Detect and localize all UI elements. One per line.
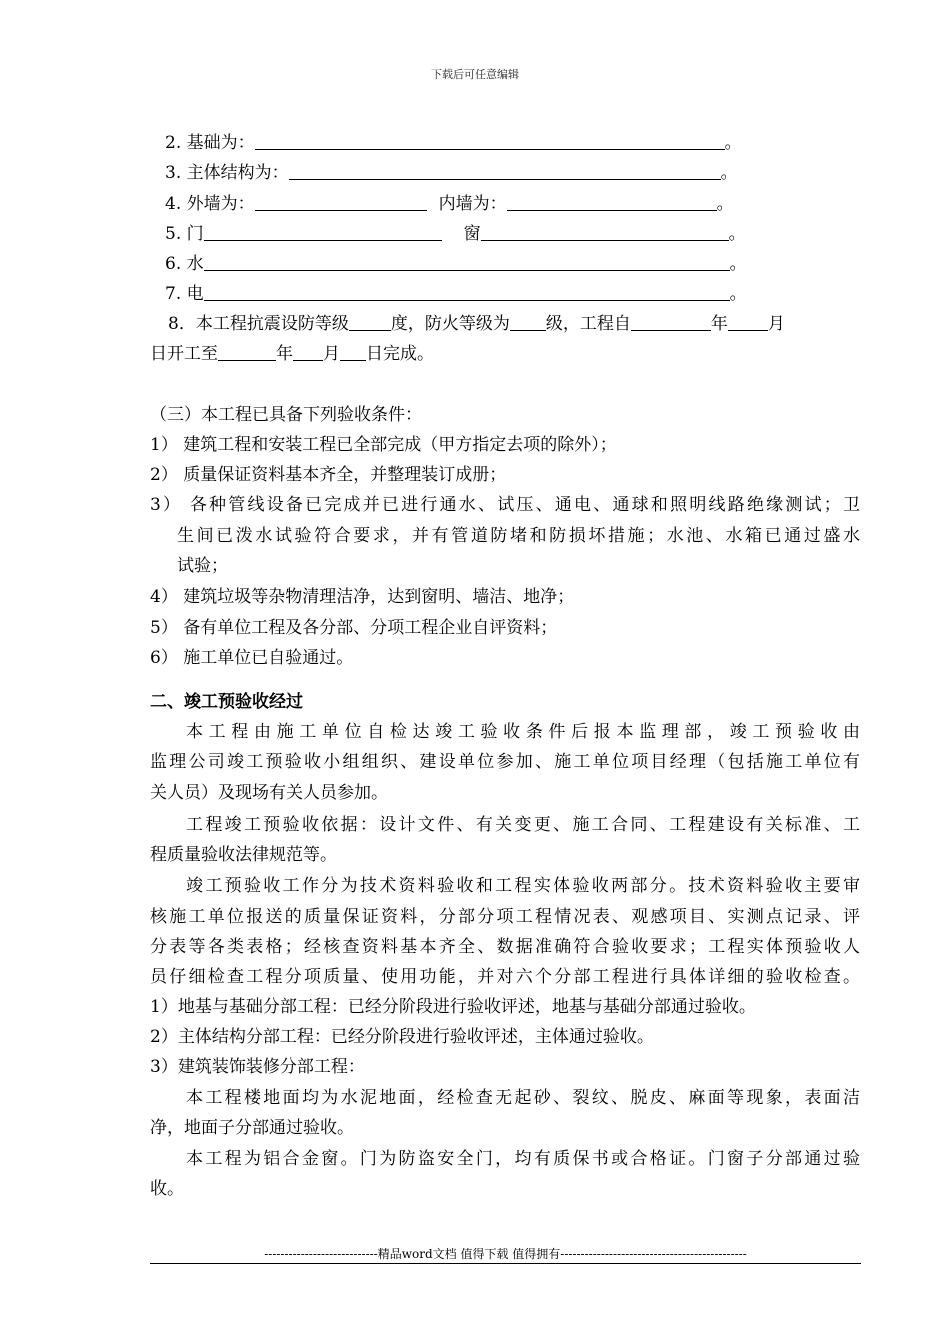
inner-wall-blank <box>507 194 717 211</box>
para3-line3: 分表等各类表格；经核查资料基本齐全、数据准确符合验收要求；工程实体预验收人 <box>150 937 860 957</box>
foundation-blank <box>255 133 725 150</box>
item-water <box>165 253 747 275</box>
outer-wall-blank <box>255 194 427 211</box>
main-structure-blank <box>289 163 721 180</box>
month-label: 月 <box>323 344 340 364</box>
end-label: 日开工至 <box>150 344 218 364</box>
end-day-blank <box>340 344 366 361</box>
condition-3-line1: 3） 各种管线设备已完成并已进行通水、试压、通电、通球和照明线路绝缘测试；卫 <box>150 495 860 515</box>
para1-line3: 关人员）及现场有关人员参加。 <box>150 783 388 803</box>
end-mark: 。 <box>728 224 746 244</box>
para2-line1: 工程竣工预验收依据：设计文件、有关变更、施工合同、工程建设有关标准、工 <box>186 815 860 835</box>
fire-blank <box>510 314 546 331</box>
sub-item-2: 2）主体结构分部工程：已经分阶段进行验收评述，主体通过验收。 <box>150 1027 654 1047</box>
para3-line2: 核施工单位报送的质量保证资料，分部分项工程情况表、观感项目、实测点记录、评 <box>150 907 860 927</box>
window-label: 窗 <box>463 224 481 244</box>
condition-5: 5） 备有单位工程及各分部、分项工程企业自评资料； <box>150 618 558 638</box>
end-mark: 。 <box>729 254 747 274</box>
page-footer: ----------------------------精品word文档 值得下载 值得拥有---------------------------------------------- <box>264 1247 747 1261</box>
door-blank <box>204 224 442 241</box>
condition-3-line2: 生间已泼水试验符合要求，并有管道防堵和防损坏措施；水池、水箱已通过盛水 <box>177 526 860 546</box>
condition-1: 1） 建筑工程和安装工程已全部完成（甲方指定去项的除外）； <box>150 435 617 455</box>
end-mark: 。 <box>729 284 747 304</box>
para3-line1: 竣工预验收工作分为技术资料验收和工程实体验收两部分。技术资料验收主要审 <box>186 876 860 896</box>
window-blank <box>481 224 729 241</box>
seismic-blank <box>349 314 391 331</box>
foundation-label: 2. 基础为： <box>165 133 255 153</box>
complete-label: 日完成。 <box>366 344 434 364</box>
conditions-title: （三）本工程已具备下列验收条件： <box>150 405 422 425</box>
para4-line2: 净，地面子分部通过验收。 <box>150 1118 354 1138</box>
item-main-structure <box>165 162 738 184</box>
door-label: 5. 门 <box>165 224 204 244</box>
start-label: 级，工程自 <box>545 314 631 334</box>
main-structure-label: 3. 主体结构为： <box>165 163 289 183</box>
end-mark: 。 <box>724 133 742 153</box>
footer-rule <box>150 1263 861 1264</box>
start-year-blank <box>631 314 711 331</box>
item-walls <box>165 193 734 215</box>
outer-wall-label: 4. 外墙为： <box>165 194 255 214</box>
para1-line1: 本工程由施工单位自检达竣工验收条件后报本监理部，竣工预验收由 <box>186 722 860 742</box>
electric-blank <box>204 284 730 301</box>
page-header: 下载后可任意编辑 <box>431 68 519 81</box>
para2-line2: 程质量验收法律规范等。 <box>150 845 337 865</box>
item-door-window <box>165 223 746 245</box>
para5-line1: 本工程为铝合金窗。门为防盗安全门，均有质保书或合格证。门窗子分部通过验 <box>186 1149 860 1169</box>
water-label: 6. 水 <box>165 254 204 274</box>
electric-label: 7. 电 <box>165 284 204 304</box>
condition-2: 2） 质量保证资料基本齐全，并整理装订成册； <box>150 465 507 485</box>
end-mark: 。 <box>716 194 734 214</box>
para1-line2: 监理公司竣工预验收小组组织、建设单位参加、施工单位项目经理（包括施工单位有 <box>150 752 860 772</box>
item-foundation <box>165 132 742 154</box>
seismic-label: 8．本工程抗震设防等级 <box>168 314 349 334</box>
para3-line4: 员仔细检查工程分项质量、使用功能，并对六个分部工程进行具体详细的验收检查。 <box>150 967 860 987</box>
water-blank <box>204 254 730 271</box>
end-year-blank <box>218 344 276 361</box>
item-electric <box>165 283 747 305</box>
section-heading: 二、竣工预验收经过 <box>150 692 303 712</box>
condition-4: 4） 建筑垃圾等杂物清理洁净，达到窗明、墙洁、地净； <box>150 587 575 607</box>
condition-3-line3: 试验； <box>177 556 228 576</box>
year-label: 年 <box>276 344 293 364</box>
para4-line1: 本工程楼地面均为水泥地面，经检查无起砂、裂纹、脱皮、麻面等现象，表面洁 <box>186 1088 860 1108</box>
condition-6: 6） 施工单位已自验通过。 <box>150 648 354 668</box>
month-label: 月 <box>767 314 785 334</box>
para5-line2: 收。 <box>150 1179 184 1199</box>
end-mark: 。 <box>720 163 738 183</box>
end-month-blank <box>293 344 323 361</box>
sub-item-1: 1）地基与基础分部工程：已经分阶段进行验收评述，地基与基础分部通过验收。 <box>150 997 756 1017</box>
year-label: 年 <box>710 314 728 334</box>
start-month-blank <box>728 314 768 331</box>
fire-label: 度，防火等级为 <box>390 314 510 334</box>
item-8-line2 <box>150 343 434 365</box>
item-8-line1 <box>168 313 785 335</box>
sub-item-3: 3）建筑装饰装修分部工程： <box>150 1057 365 1077</box>
inner-wall-label: 内墙为： <box>438 194 507 214</box>
